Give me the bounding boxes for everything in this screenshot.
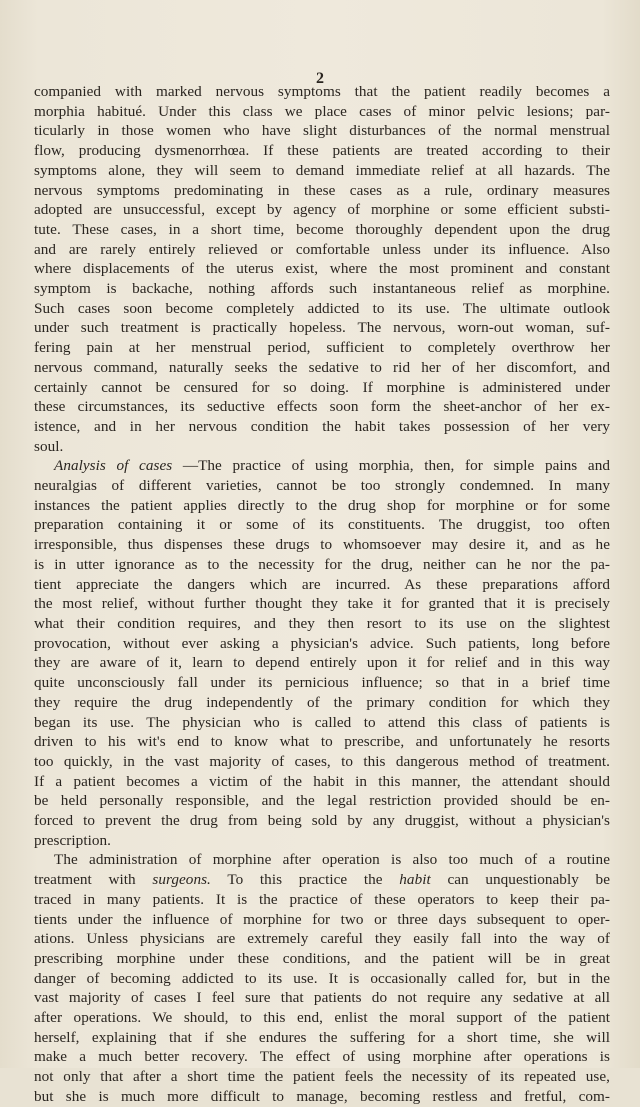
text-line: quite unconsciously fall under its pernicious influence; so that in a brief time: [34, 674, 610, 692]
text-line: Such cases soon become completely addicted to its use. The ultimate outlook: [34, 299, 610, 317]
text-line: instances the patient applies directly to the drug shop for morphine or for some: [34, 496, 610, 514]
text-line: what their condition requires, and they then resort to its use on the slightest: [34, 614, 610, 632]
text-line: [34, 870, 610, 890]
text-line: symptom is backache, nothing affords such instantaneous relief as morphine.: [34, 280, 610, 298]
text-line: they require the drug independently of the primary condition for which they: [34, 693, 610, 711]
text-line: nervous command, naturally seeks the sedative to rid her of her discomfort, and: [34, 358, 610, 376]
text-line: symptoms alone, they will seem to demand immediate relief at all hazards. The: [34, 161, 610, 179]
text-line: ations. Unless physicians are extremely careful they easily fall into the way of: [34, 930, 610, 948]
text-line: tute. These cases, in a short time, become thoroughly dependent upon the drug: [34, 220, 610, 238]
text-line: tients under the influence of morphine for two or three days subsequent to oper-: [34, 910, 610, 928]
text-line: prescription.: [34, 831, 111, 849]
text-line: the most relief, without further thought they take it for granted that it is precisely: [34, 595, 610, 613]
text-line: istence, and in her nervous condition the habit takes possession of her very: [34, 417, 610, 435]
text-line: tient appreciate the dangers which are incurred. As these preparations afford: [34, 575, 610, 593]
text-line: morphia habitué. Under this class we place cases of minor pelvic lesions; par-: [34, 102, 610, 120]
text-line: began its use. The physician who is called to attend this class of patients is: [34, 713, 610, 731]
page-number: 2: [316, 70, 324, 87]
text-line: make a much better recovery. The effect of using morphine after operations is: [34, 1048, 610, 1066]
text-line: adopted are unsuccessful, except by agency of morphine or some efficient substi-: [34, 201, 610, 219]
text-line: these circumstances, its seductive effects soon form the sheet-anchor of her ex-: [34, 398, 610, 416]
paragraph-1: [34, 82, 610, 456]
italic-term: surgeons.: [152, 871, 211, 889]
text-fragment: treatment with: [34, 871, 153, 889]
italic-term: habit: [399, 871, 431, 889]
text-line: but she is much more difficult to manage, becoming restless and fretful, com-: [34, 1087, 610, 1105]
text-line: preparation containing it or some of its constituents. The druggist, too often: [34, 516, 610, 534]
text-line: [34, 456, 610, 476]
text-line: vast majority of cases I feel sure that patients do not require any sedative at all: [34, 989, 610, 1007]
text-fragment: —The practice of using morphia, then, for simple pains and: [172, 457, 610, 475]
text-line: companied with marked nervous symptoms that the patient readily becomes a: [34, 83, 610, 100]
text-line: fering pain at her menstrual period, sufficient to completely overthrow her: [34, 339, 610, 357]
text-line: The administration of morphine after operation is also too much of a routine: [54, 851, 610, 869]
text-line: If a patient becomes a victim of the habit in this manner, the attendant should: [34, 772, 610, 790]
text-line: forced to prevent the drug from being sold by any druggist, without a physician's: [34, 812, 610, 830]
text-line: be held personally responsible, and the legal restriction provided should be en-: [34, 792, 610, 810]
text-line: provocation, without ever asking a physician's advice. Such patients, long before: [34, 634, 610, 652]
text-line: prescribing morphine under these conditions, and the patient will be in great: [34, 949, 610, 967]
text-line: danger of becoming addicted to its use. It is occasionally called for, but in the: [34, 969, 610, 987]
text-line: too quickly, in the vast majority of cases, to this dangerous method of treatment.: [34, 752, 610, 770]
text-line: traced in many patients. It is the practice of these operators to keep their pa-: [34, 890, 610, 908]
text-line: nervous symptoms predominating in these cases as a rule, ordinary measures: [34, 181, 610, 199]
text-line: they are aware of it, learn to depend entirely upon it for relief and in this way: [34, 654, 610, 672]
text-line: herself, explaining that if she endures the suffering for a short time, she will: [34, 1028, 610, 1046]
text-fragment: can unquestionably be: [430, 871, 610, 889]
section-heading: Analysis of cases: [54, 457, 173, 475]
text-line: flow, producing dysmenorrhœa. If these patients are treated according to their: [34, 142, 610, 160]
text-line: certainly cannot be censured for so doing. If morphine is administered under: [34, 378, 610, 396]
text-line: after operations. We should, to this end, enlist the moral support of the patient: [34, 1009, 610, 1027]
text-line: driven to his wit's end to know what to prescribe, and unfortunately he resorts: [34, 733, 610, 751]
text-line: and are rarely entirely relieved or comfortable unless under its influence. Also: [34, 240, 610, 258]
text-fragment: To this practice the: [210, 871, 400, 889]
paragraph-2: [34, 456, 610, 850]
text-line: is in utter ignorance as to the necessity for the drug, neither can he nor the pa-: [34, 555, 610, 573]
text-line: neuralgias of different varieties, cannot be too strongly condemned. In many: [34, 477, 610, 495]
text-line: irresponsible, thus dispenses these drugs to whomsoever may desire it, and as he: [34, 536, 610, 554]
text-line: where displacements of the uterus exist, where the most prominent and constant: [34, 260, 610, 278]
text-line: under such treatment is practically hopeless. The nervous, worn-out woman, suf-: [34, 319, 610, 337]
text-line: ticularly in those women who have slight disturbances of the normal menstrual: [34, 122, 610, 140]
text-line: not only that after a short time the patient feels the necessity of its repeated use,: [34, 1068, 610, 1086]
text-line: soul.: [34, 437, 64, 455]
paragraph-3: [34, 850, 610, 1106]
